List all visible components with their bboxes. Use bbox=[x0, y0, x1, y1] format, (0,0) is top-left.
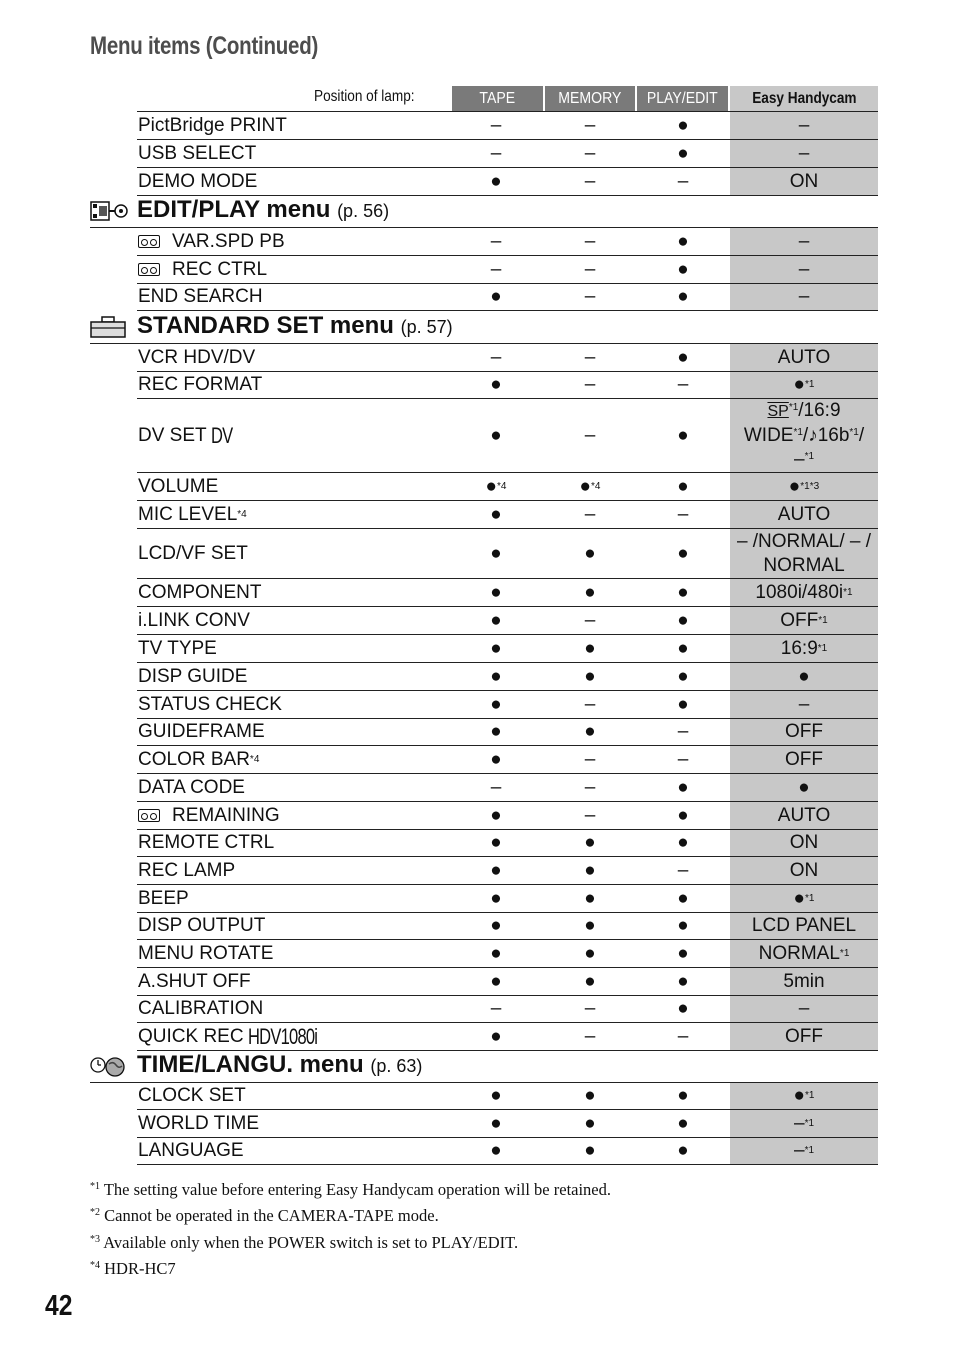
table-row: DATA CODE – – ● ● bbox=[137, 774, 878, 802]
table-row: BEEP ● ● ● ● *1 bbox=[137, 885, 878, 913]
footnote: $^{*2}$ Cannot be operated in the CAMERA-TAPE mode. bbox=[90, 1206, 439, 1225]
footnote: $^{*1}$ The setting value before entering Easy Handycam operation will be retained. bbox=[90, 1180, 612, 1199]
edit-play-menu-icon bbox=[90, 200, 130, 222]
table-row: QUICK REC HDV1080i ● – – OFF bbox=[137, 1023, 878, 1051]
section-edit-play bbox=[90, 196, 878, 228]
section-title: TIME/LANGU. menu bbox=[137, 1051, 364, 1078]
table-row: MIC LEVEL *4 ● – – AUTO bbox=[137, 501, 878, 529]
table-row: DISP GUIDE ● ● ● ● bbox=[137, 663, 878, 691]
table-row: STATUS CHECK ● – ● – bbox=[137, 691, 878, 719]
table-row: VCR HDV/DV – – ● AUTO bbox=[137, 344, 878, 372]
section-title: STANDARD SET menu bbox=[137, 312, 394, 339]
table-row: REC FORMAT ● – – ● *1 bbox=[137, 372, 878, 399]
item-name: PictBridge PRINT bbox=[138, 114, 287, 136]
table-row: COLOR BAR *4 ● – – OFF bbox=[137, 746, 878, 774]
table-row: COMPONENT ● ● ● 1080i/480i *1 bbox=[137, 579, 878, 607]
column-header-play-edit: PLAY/EDIT bbox=[637, 86, 728, 111]
table-row: PictBridge PRINT – – ● – bbox=[137, 112, 878, 140]
cassette-tape-icon bbox=[138, 263, 160, 276]
page-reference: (p. 63) bbox=[370, 1056, 423, 1076]
table-row: DISP OUTPUT ● ● ● LCD PANEL bbox=[137, 913, 878, 940]
table-row: LCD/VF SET ● ● ● – /NORMAL/ – / NORMAL bbox=[137, 529, 878, 579]
page-reference: (p. 56) bbox=[337, 201, 390, 221]
page-reference: (p. 57) bbox=[400, 317, 453, 337]
section-standard-set bbox=[90, 311, 878, 344]
toolbox-icon bbox=[90, 316, 126, 338]
footnote: $^{*3}$ Available only when the POWER switch is set to PLAY/EDIT. bbox=[90, 1233, 519, 1252]
column-header-memory: MEMORY bbox=[545, 86, 635, 111]
table-row: TV TYPE ● ● ● 16:9 *1 bbox=[137, 635, 878, 663]
table-row: DEMO MODE ● – – ON bbox=[137, 168, 878, 196]
column-header-easy-handycam: Easy Handycam bbox=[730, 86, 878, 111]
table-row: CALIBRATION – – ● – bbox=[137, 996, 878, 1023]
page-heading: Menu items (Continued) bbox=[90, 32, 319, 60]
table-row: VOLUME ● *4 ● *4 ● ● *1*3 bbox=[137, 473, 878, 501]
table-row: WORLD TIME ● ● ● – *1 bbox=[137, 1110, 878, 1138]
table-row: REC LAMP ● ● – ON bbox=[137, 857, 878, 885]
table-row: REC CTRL – – ● – bbox=[137, 256, 878, 284]
cassette-tape-icon bbox=[138, 809, 160, 822]
table-row: USB SELECT – – ● – bbox=[137, 140, 878, 168]
column-header-tape: TAPE bbox=[452, 86, 543, 111]
table-row: VAR.SPD PB – – ● – bbox=[137, 228, 878, 256]
table-row: REMOTE CTRL ● ● ● ON bbox=[137, 830, 878, 857]
dv-badge: DV bbox=[210, 422, 233, 448]
footnote: $^{*4}$ HDR-HC7 bbox=[90, 1259, 176, 1278]
table-row: A.SHUT OFF ● ● ● 5min bbox=[137, 968, 878, 996]
table-row: END SEARCH ● – ● – bbox=[137, 284, 878, 311]
table-row: REMAINING ● – ● AUTO bbox=[137, 802, 878, 830]
table-row: LANGUAGE ● ● ● – *1 bbox=[137, 1138, 878, 1165]
cassette-tape-icon bbox=[138, 235, 160, 248]
section-time-langu bbox=[90, 1051, 878, 1083]
table-row: MENU ROTATE ● ● ● NORMAL *1 bbox=[137, 940, 878, 968]
hdv1080i-badge: HDV1080i bbox=[247, 1023, 317, 1049]
clock-globe-icon bbox=[90, 1055, 126, 1077]
table-row: CLOCK SET ● ● ● ● *1 bbox=[137, 1083, 878, 1110]
table-row: DV SET DV ● – ● SP$^{*1}$/16:9 $WIDE^{*1}/♪16b^{*1}/$ –$^{*1}$ bbox=[137, 399, 878, 473]
section-title: EDIT/PLAY menu bbox=[137, 196, 331, 223]
lamp-position-label: Position of lamp: bbox=[314, 88, 415, 105]
table-row: GUIDEFRAME ● ● – OFF bbox=[137, 719, 878, 746]
page-number: 42 bbox=[45, 1290, 73, 1322]
table-row: i.LINK CONV ● – ● OFF *1 bbox=[137, 607, 878, 635]
